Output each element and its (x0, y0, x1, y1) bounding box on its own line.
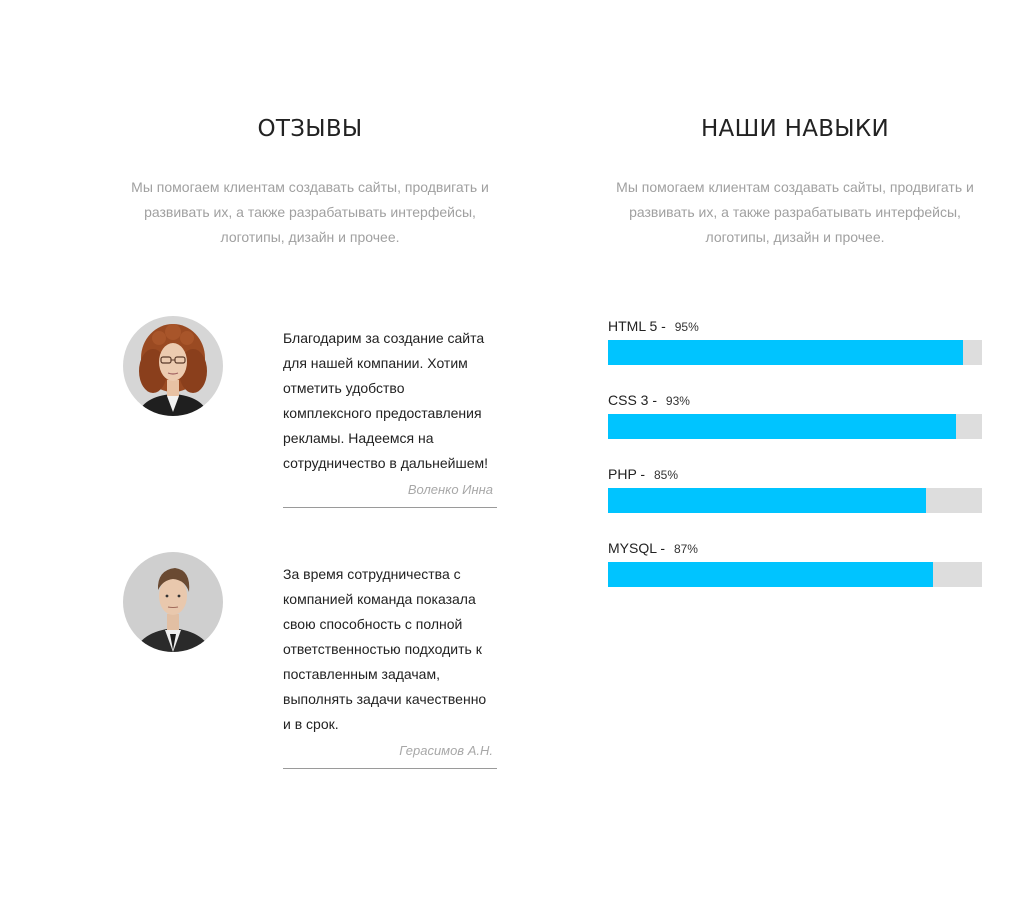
skill-percent: 95% (674, 320, 699, 334)
skills-description: Мы помогаем клиентам создавать сайты, продвигать и развивать их, а также разрабатывать интерфейсы, логотипы, дизайн и прочее. (616, 179, 974, 245)
avatar (123, 552, 223, 652)
testimonial-text: За время сотрудничества с компанией команда показала свою способность с полной ответственностью подходить к поставленным задачам, выполнять задачи качественно и в срок. (283, 566, 487, 732)
avatar (123, 316, 223, 416)
skill-name: PHP - (608, 466, 646, 482)
skill-progress-fill (608, 414, 956, 439)
man-portrait-icon (123, 552, 223, 652)
skill-item-mysql (608, 538, 982, 587)
skill-name: HTML 5 - (608, 318, 666, 334)
skill-progress-bar (608, 562, 982, 587)
skill-item-php (608, 464, 982, 513)
testimonials-description: Мы помогаем клиентам создавать сайты, продвигать и развивать их, а также разрабатывать интерфейсы, логотипы, дизайн и прочее. (131, 179, 489, 245)
skill-item-css3 (608, 390, 982, 439)
skill-percent: 87% (673, 542, 698, 556)
skill-progress-fill (608, 488, 926, 513)
skill-progress-bar (608, 340, 982, 365)
divider (283, 507, 497, 508)
skill-name: MYSQL - (608, 540, 666, 556)
skill-progress-bar (608, 488, 982, 513)
skills-title: НАШИ НАВЫКИ (700, 116, 890, 142)
testimonial-quote (283, 562, 497, 769)
testimonial-text: Благодарим за создание сайта для нашей компании. Хотим отметить удобство комплексного предоставления рекламы. Надеемся на сотрудничество в дальнейшем! (283, 330, 488, 471)
testimonial-author: Герасимов А.Н. (399, 743, 493, 758)
skill-item-html5 (608, 316, 982, 365)
testimonial-author: Воленко Инна (407, 482, 493, 497)
skill-progress-fill (608, 562, 933, 587)
skill-progress-bar (608, 414, 982, 439)
skill-percent: 85% (653, 468, 679, 482)
skill-percent: 93% (665, 394, 690, 408)
divider (283, 768, 497, 769)
skill-progress-fill (608, 340, 963, 365)
testimonials-title: ОТЗЫВЫ (257, 116, 363, 142)
skill-name: CSS 3 - (608, 392, 658, 408)
testimonial-quote (283, 326, 497, 508)
woman-portrait-icon (123, 316, 223, 416)
